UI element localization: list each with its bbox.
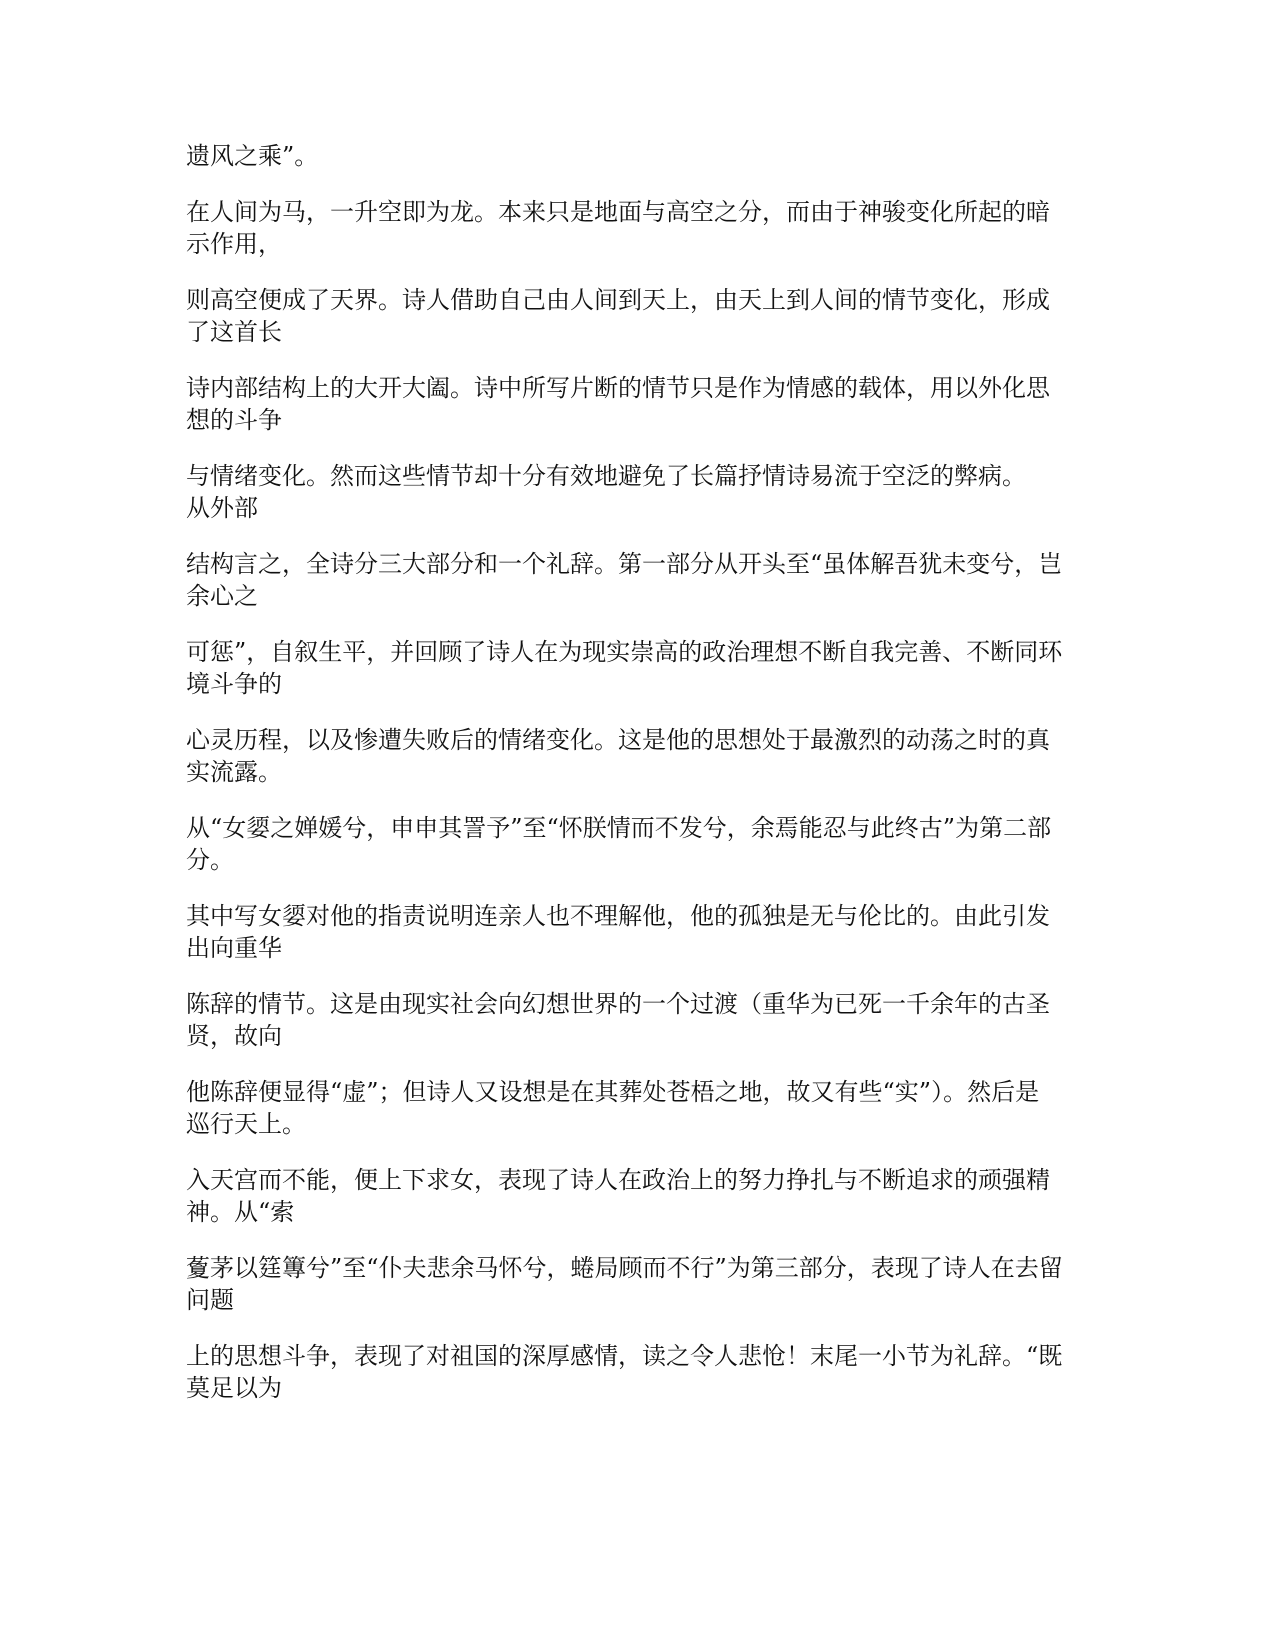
text-line: 心灵历程，以及惨遭失败后的情绪变化。这是他的思想处于最激烈的动荡之时的真 (186, 726, 1050, 754)
text-line: 诗内部结构上的大开大阖。诗中所写片断的情节只是作为情感的载体，用以外化思 (186, 374, 1050, 402)
text-line: 余心之 (186, 582, 258, 610)
text-line: 了这首长 (186, 318, 282, 346)
text-line: 则高空便成了天界。诗人借助自己由人间到天上，由天上到人间的情节变化，形成 (186, 286, 1050, 314)
paragraph (186, 988, 1086, 1052)
text-line: 神。从“索 (186, 1198, 295, 1226)
text-line: 陈辞的情节。这是由现实社会向幻想世界的一个过渡（重华为已死一千余年的古圣 (186, 990, 1050, 1018)
paragraph (186, 900, 1086, 964)
paragraph (186, 1340, 1086, 1404)
body-text (186, 140, 1086, 1428)
paragraph (186, 284, 1086, 348)
paragraph (186, 460, 1086, 524)
text-line: 实流露。 (186, 758, 282, 786)
text-line: 贤，故向 (186, 1022, 282, 1050)
paragraph (186, 812, 1086, 876)
text-line: 出向重华 (186, 934, 282, 962)
paragraph (186, 636, 1086, 700)
text-line: 藑茅以筳篿兮”至“仆夫悲余马怀兮，蜷局顾而不行”为第三部分，表现了诗人在去留 (186, 1254, 1063, 1282)
text-line: 境斗争的 (186, 670, 282, 698)
paragraph (186, 196, 1086, 260)
text-line: 分。 (186, 846, 234, 874)
paragraph (186, 372, 1086, 436)
paragraph (186, 1164, 1086, 1228)
paragraph (186, 140, 1086, 172)
text-line: 从“女媭之婵媛兮，申申其詈予”至“怀朕情而不发兮，余焉能忍与此终古”为第二部 (186, 814, 1052, 842)
text-line: 结构言之，全诗分三大部分和一个礼辞。第一部分从开头至“虽体解吾犹未变兮，岂 (186, 550, 1063, 578)
text-line: 想的斗争 (186, 406, 282, 434)
paragraph (186, 1252, 1086, 1316)
paragraph (186, 724, 1086, 788)
text-line: 入天宫而不能，便上下求女，表现了诗人在政治上的努力挣扎与不断追求的顽强精 (186, 1166, 1050, 1194)
text-line: 其中写女媭对他的指责说明连亲人也不理解他，他的孤独是无与伦比的。由此引发 (186, 902, 1050, 930)
paragraph (186, 548, 1086, 612)
paragraph (186, 1076, 1086, 1140)
text-line: 他陈辞便显得“虚”；但诗人又设想是在其葬处苍梧之地，故又有些“实”）。然后是 (186, 1078, 1040, 1106)
text-line: 遗风之乘”。 (186, 142, 319, 170)
text-line: 与情绪变化。然而这些情节却十分有效地避免了长篇抒情诗易流于空泛的弊病。 (186, 462, 1026, 490)
text-line: 莫足以为 (186, 1374, 282, 1402)
text-line: 上的思想斗争，表现了对祖国的深厚感情，读之令人悲怆！末尾一小节为礼辞。“既 (186, 1342, 1063, 1370)
text-line: 在人间为马，一升空即为龙。本来只是地面与高空之分，而由于神骏变化所起的暗 (186, 198, 1050, 226)
text-line: 从外部 (186, 494, 258, 522)
text-line: 可惩”，自叙生平，并回顾了诗人在为现实崇高的政治理想不断自我完善、不断同环 (186, 638, 1063, 666)
text-line: 示作用， (186, 230, 282, 258)
text-line: 巡行天上。 (186, 1110, 306, 1138)
text-line: 问题 (186, 1286, 234, 1314)
